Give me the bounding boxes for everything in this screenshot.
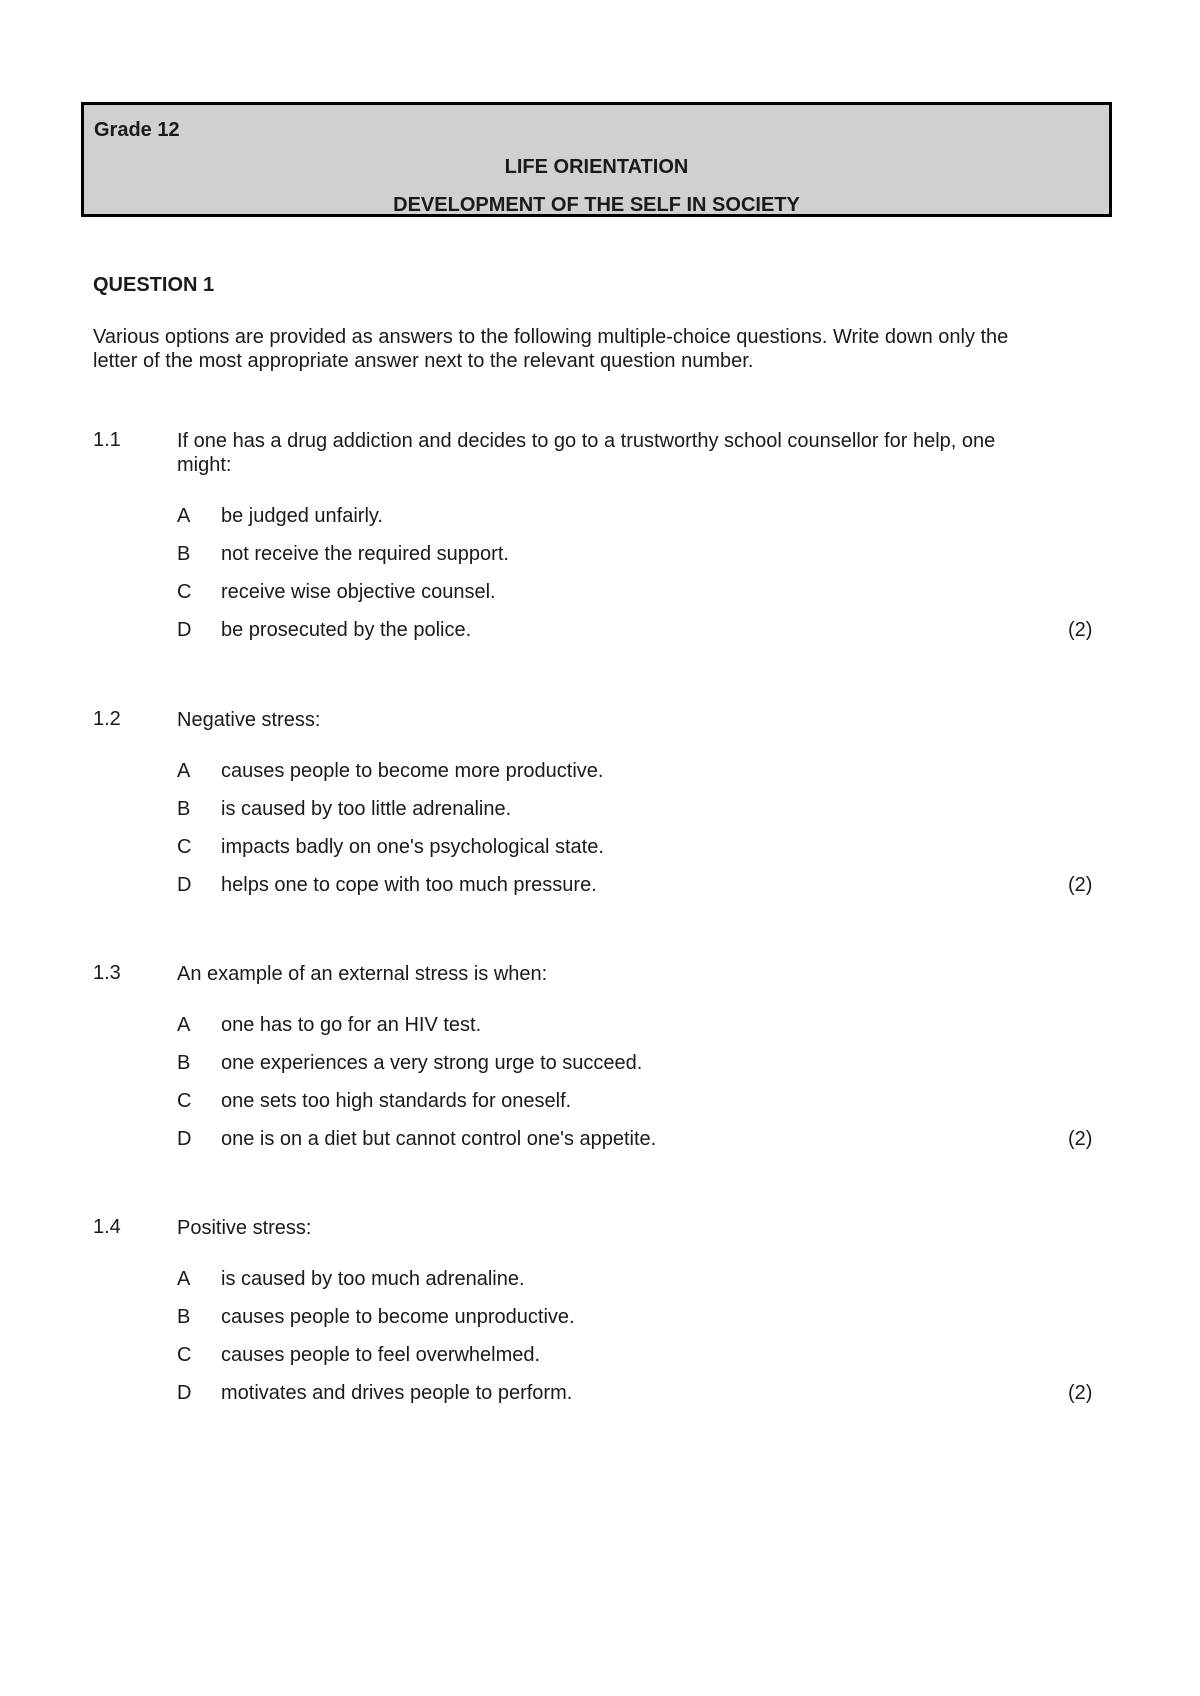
question-number: 1.4 bbox=[93, 1216, 121, 1238]
option-letter-b: B bbox=[177, 1306, 191, 1328]
option-letter-c: C bbox=[177, 1090, 192, 1112]
option-text-d: helps one to cope with too much pressure. bbox=[221, 874, 597, 896]
option-letter-a: A bbox=[177, 1268, 191, 1290]
marks-label: (2) bbox=[1068, 619, 1093, 641]
option-letter-d: D bbox=[177, 1382, 192, 1404]
option-text-b: not receive the required support. bbox=[221, 543, 509, 565]
instructions-text: Various options are provided as answers to the following multiple-choice questions. Write down only the letter of the most appropriate answer next to the relevant question number. bbox=[93, 326, 1009, 372]
option-letter-d: D bbox=[177, 619, 192, 641]
option-text-c: receive wise objective counsel. bbox=[221, 581, 496, 603]
topic-title: DEVELOPMENT OF THE SELF IN SOCIETY bbox=[393, 194, 800, 216]
option-letter-c: C bbox=[177, 1344, 192, 1366]
question-stem: An example of an external stress is when: bbox=[177, 963, 548, 985]
option-text-a: causes people to become more productive. bbox=[221, 760, 604, 782]
option-text-c: impacts badly on one's psychological state. bbox=[221, 836, 604, 858]
option-letter-b: B bbox=[177, 543, 191, 565]
option-letter-a: A bbox=[177, 505, 191, 527]
option-text-b: one experiences a very strong urge to succeed. bbox=[221, 1052, 643, 1074]
option-text-c: causes people to feel overwhelmed. bbox=[221, 1344, 541, 1366]
option-letter-d: D bbox=[177, 874, 192, 896]
option-text-b: causes people to become unproductive. bbox=[221, 1306, 575, 1328]
header-box bbox=[81, 102, 1112, 217]
question-number: 1.2 bbox=[93, 708, 121, 730]
marks-label: (2) bbox=[1068, 1128, 1093, 1150]
marks-label: (2) bbox=[1068, 874, 1093, 896]
option-letter-b: B bbox=[177, 798, 191, 820]
question-number: 1.3 bbox=[93, 962, 121, 984]
option-text-a: be judged unfairly. bbox=[221, 505, 383, 527]
option-text-b: is caused by too little adrenaline. bbox=[221, 798, 512, 820]
option-letter-a: A bbox=[177, 1014, 191, 1036]
question-number: 1.1 bbox=[93, 429, 121, 451]
option-text-d: be prosecuted by the police. bbox=[221, 619, 472, 641]
option-letter-b: B bbox=[177, 1052, 191, 1074]
option-letter-c: C bbox=[177, 581, 192, 603]
option-text-a: is caused by too much adrenaline. bbox=[221, 1268, 525, 1290]
option-letter-d: D bbox=[177, 1128, 192, 1150]
option-text-d: one is on a diet but cannot control one's appetite. bbox=[221, 1128, 657, 1150]
question-heading: QUESTION 1 bbox=[93, 274, 215, 296]
question-stem: Negative stress: bbox=[177, 709, 321, 731]
marks-label: (2) bbox=[1068, 1382, 1093, 1404]
option-text-a: one has to go for an HIV test. bbox=[221, 1014, 482, 1036]
option-letter-c: C bbox=[177, 836, 192, 858]
question-stem: Positive stress: bbox=[177, 1217, 312, 1239]
option-text-d: motivates and drives people to perform. bbox=[221, 1382, 573, 1404]
option-letter-a: A bbox=[177, 760, 191, 782]
option-text-c: one sets too high standards for oneself. bbox=[221, 1090, 572, 1112]
subject-title: LIFE ORIENTATION bbox=[504, 156, 689, 178]
question-stem: If one has a drug addiction and decides to go to a trustworthy school counsellor for help, one might: bbox=[177, 430, 996, 476]
grade-label: Grade 12 bbox=[94, 119, 180, 141]
